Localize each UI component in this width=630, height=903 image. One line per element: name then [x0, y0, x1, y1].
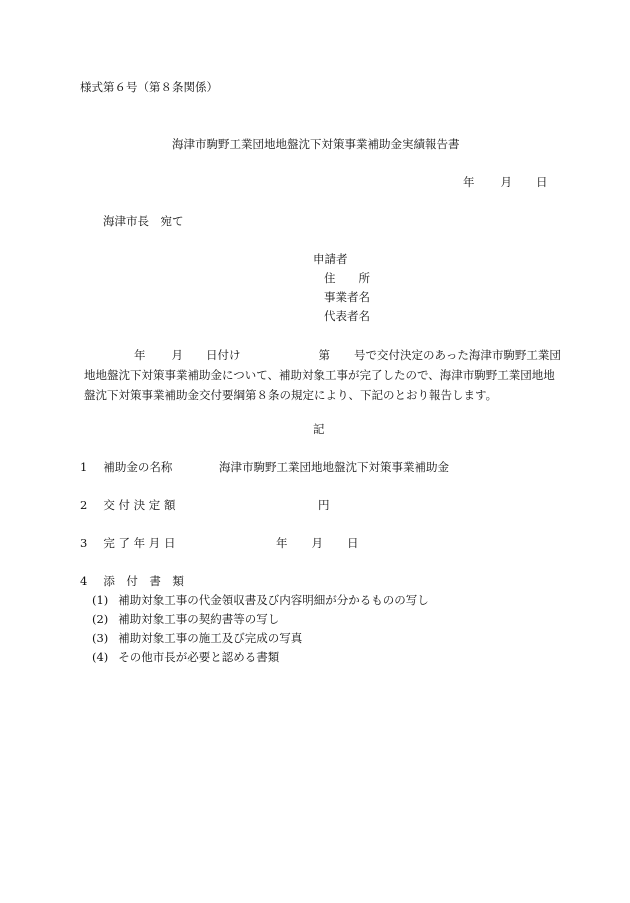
form-number: 様式第６号（第８条関係） — [80, 80, 218, 94]
item-grant-amount — [80, 500, 175, 512]
applicant-business-name-label: 事業者名 — [324, 290, 370, 304]
item-number: 1 — [80, 460, 88, 474]
attachment-list-item — [92, 633, 302, 645]
item-number: 4 — [80, 574, 88, 588]
attachment-num: (2) — [92, 612, 109, 626]
subsidy-name-label: 補助金の名称 — [103, 460, 173, 474]
attachment-list-item — [92, 652, 279, 664]
document-title: 海津市駒野工業団地地盤沈下対策事業補助金実績報告書 — [172, 137, 460, 151]
attachment-text: その他市長が必要と認める書類 — [118, 650, 280, 664]
attachments-label: 添 付 書 類 — [103, 574, 184, 588]
attachment-num: (4) — [92, 650, 109, 664]
body-month: 月 — [171, 348, 183, 362]
grant-amount-unit: 円 — [318, 498, 330, 512]
completion-month: 月 — [311, 536, 323, 550]
completion-day: 日 — [347, 536, 359, 550]
date-line — [463, 177, 548, 189]
report-body — [84, 345, 562, 405]
attachment-num: (3) — [92, 631, 109, 645]
attachment-list-item — [92, 595, 429, 607]
body-number-prefix: 第 — [318, 348, 330, 362]
attachment-list-item — [92, 614, 279, 626]
item-number: 3 — [80, 536, 88, 550]
date-day: 日 — [536, 175, 548, 189]
attachment-text: 補助対象工事の契約書等の写し — [118, 612, 280, 626]
subsidy-name-value: 海津市駒野工業団地地盤沈下対策事業補助金 — [219, 460, 449, 474]
completion-year: 年 — [276, 536, 288, 550]
attachment-text: 補助対象工事の代金領収書及び内容明細が分かるものの写し — [118, 593, 429, 607]
date-month: 月 — [500, 175, 512, 189]
addressee: 海津市長 宛て — [103, 214, 184, 228]
body-day-dated: 日付け — [206, 348, 241, 362]
applicant-representative-label: 代表者名 — [324, 309, 370, 323]
completion-date-fields — [276, 538, 359, 550]
attachment-text: 補助対象工事の施工及び完成の写真 — [118, 631, 303, 645]
grant-amount-label: 交 付 決 定 額 — [103, 498, 176, 512]
attachment-num: (1) — [92, 593, 109, 607]
ki-heading: 記 — [313, 422, 325, 436]
completion-date-label: 完 了 年 月 日 — [103, 536, 176, 550]
item-subsidy-name — [80, 462, 172, 474]
item-completion-date — [80, 538, 175, 550]
item-number: 2 — [80, 498, 88, 512]
body-year: 年 — [134, 348, 146, 362]
date-year: 年 — [463, 175, 475, 189]
body-text: 号で交付決定のあった海津市駒野工業団地地盤沈下対策事業補助金について、補助対象工事が完了したので、海津市駒野工業団地地盤沈下対策事業補助金交付要綱第８条の規定により、下記のとおり報告します。 — [84, 348, 561, 402]
item-attachments — [80, 576, 184, 588]
applicant-heading: 申請者 — [313, 252, 348, 266]
applicant-address-label: 住 所 — [324, 271, 370, 285]
